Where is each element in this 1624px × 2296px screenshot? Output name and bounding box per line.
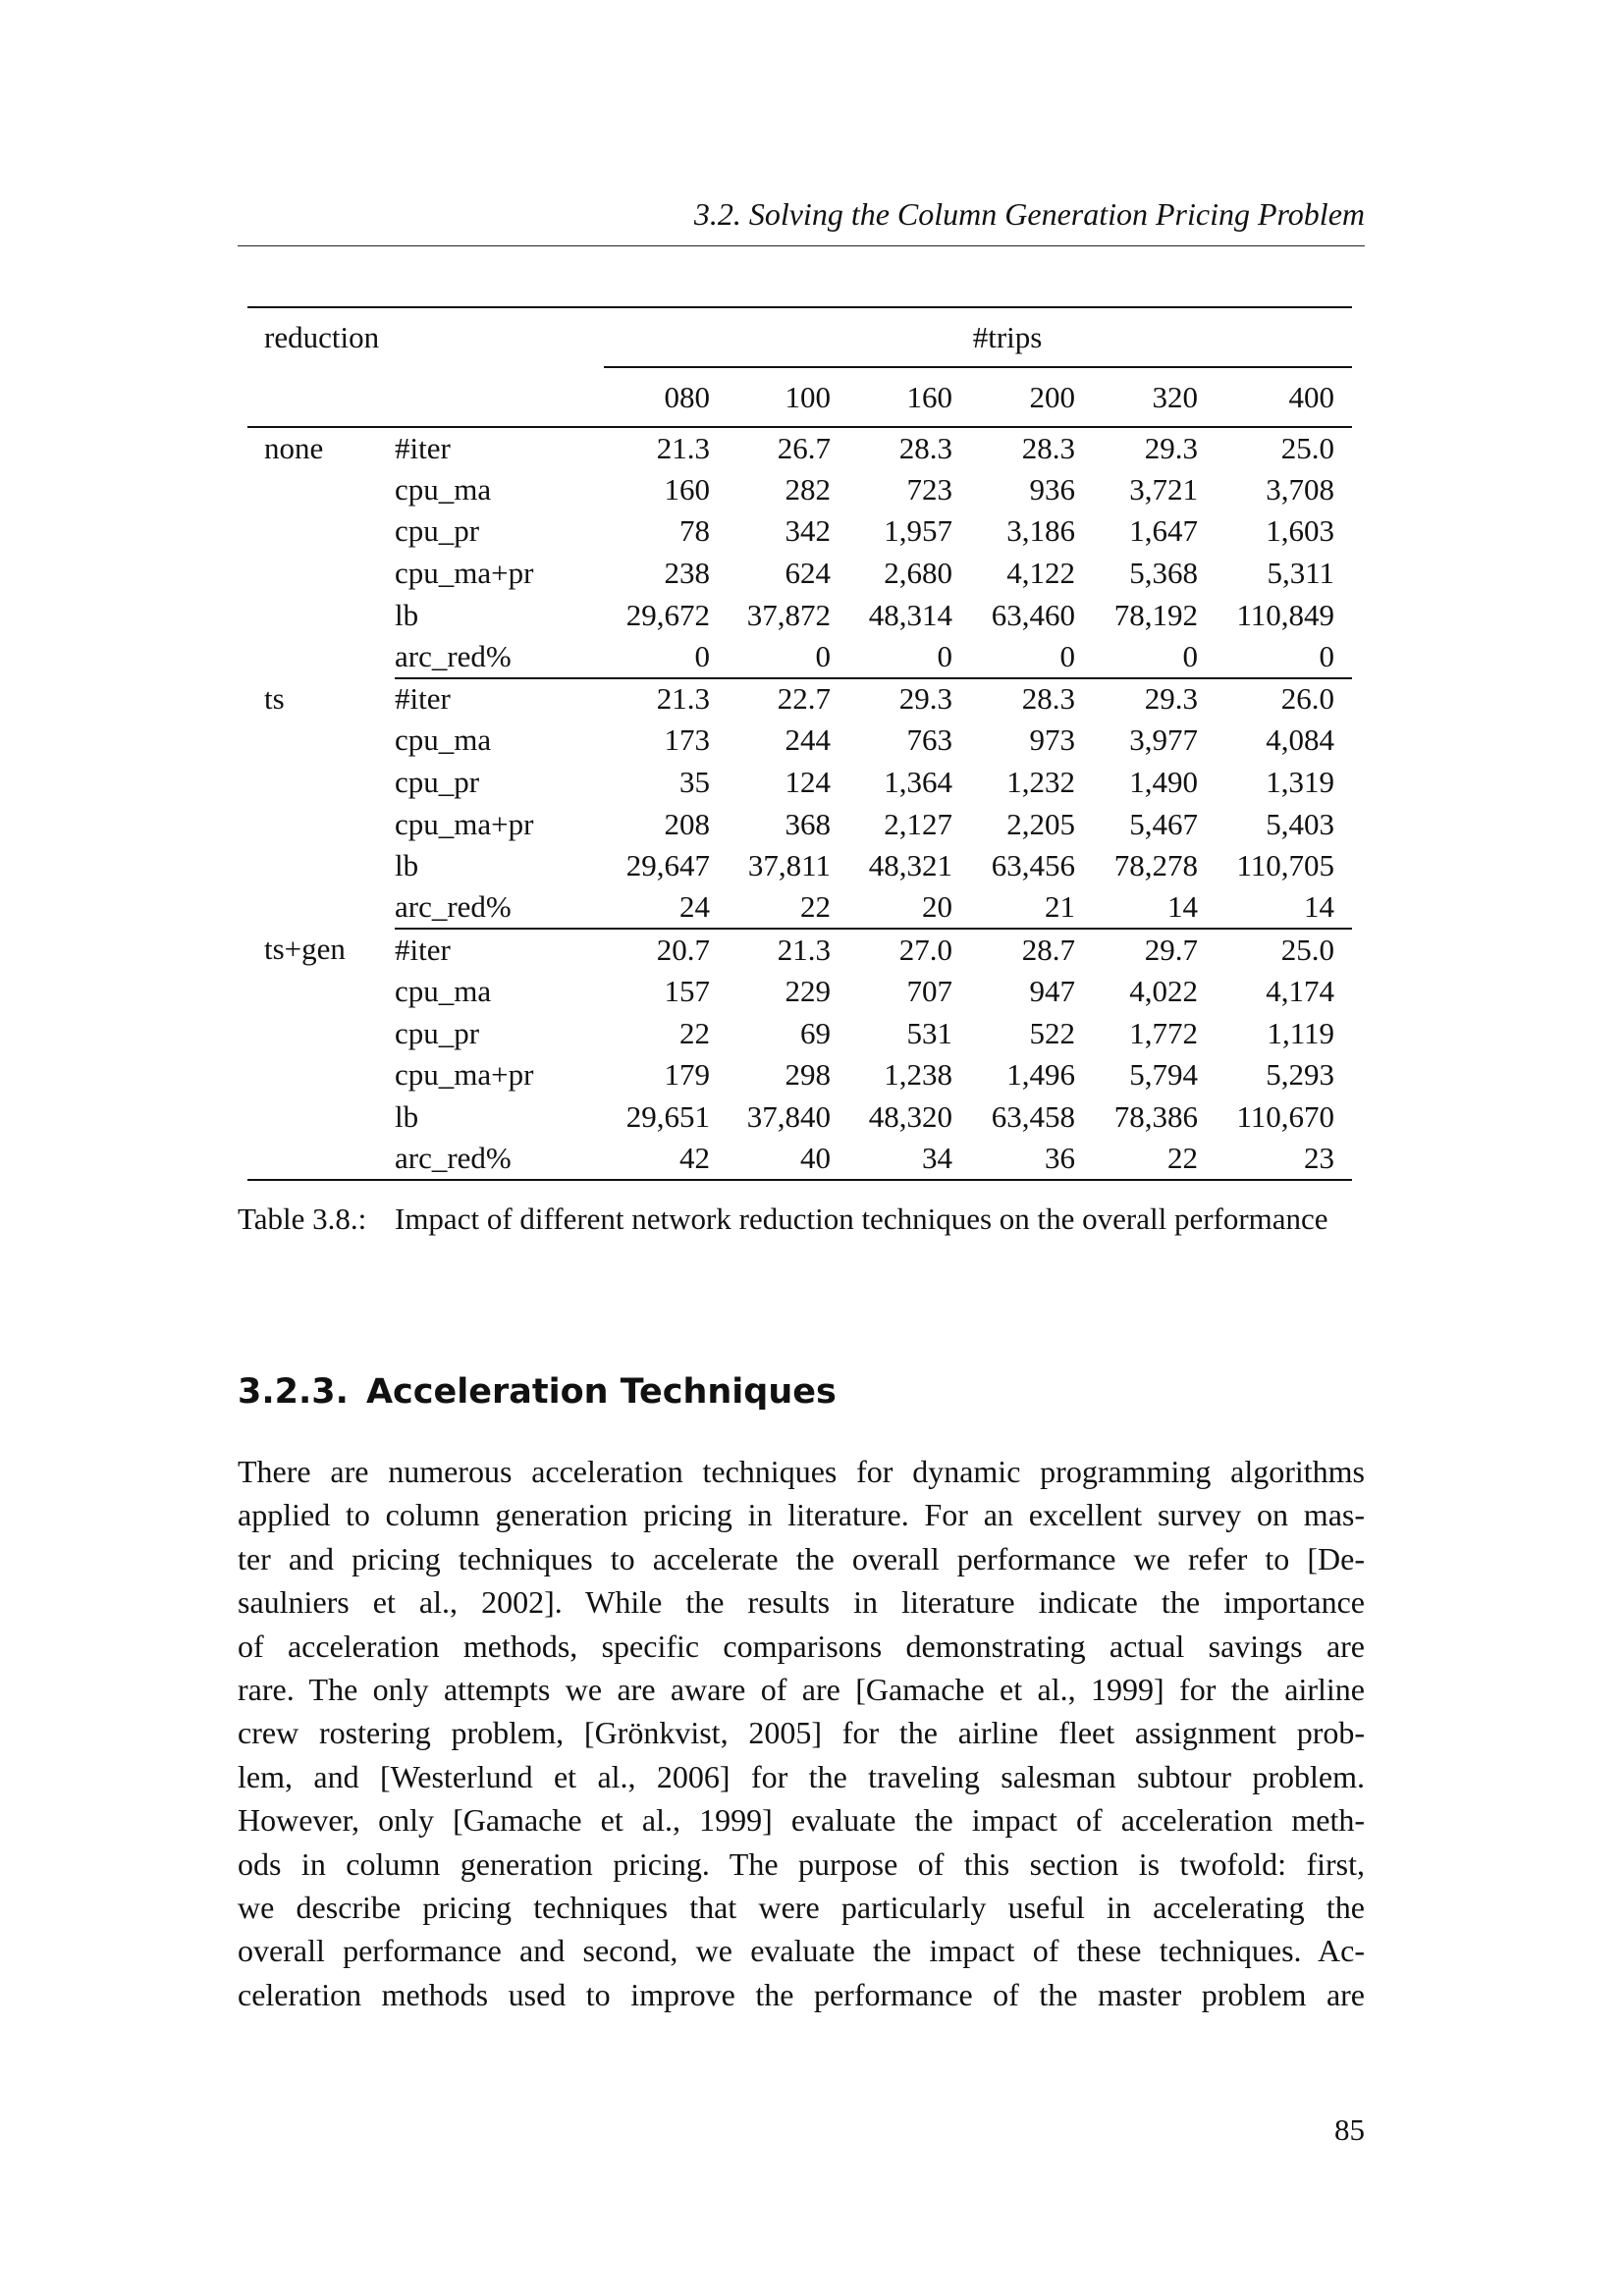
section-title: Acceleration Techniques (365, 1372, 837, 1412)
table-cell: 24 (679, 889, 711, 925)
body-line: crew rostering problem, [Grönkvist, 2005] for the airline fleet assignment prob- (238, 1715, 1365, 1751)
metric-label: cpu_pr (395, 513, 480, 549)
table-cell: 42 (604, 1138, 728, 1180)
table-cell: 723 (906, 471, 953, 507)
table-row (247, 1054, 1352, 1096)
table-cell: 0 (1319, 638, 1335, 673)
table-cell: 1,319 (1266, 765, 1335, 800)
table-row (247, 971, 1352, 1013)
metric-label: arc_red% (395, 638, 512, 673)
table-row (247, 1138, 1352, 1180)
body-line: applied to column generation pricing in literature. For an excellent survey on mas- (238, 1497, 1365, 1533)
metric-label: cpu_ma+pr (395, 806, 534, 841)
caption-label: Table 3.8.: (238, 1201, 367, 1236)
table-cell: 5,293 (1266, 1057, 1335, 1093)
table-cell: 37,811 (747, 848, 832, 883)
table-cell: 4,174 (1266, 974, 1335, 1009)
metric-label: cpu_pr (395, 765, 480, 800)
group-label (247, 594, 395, 636)
table-cell: 48,321 (868, 848, 953, 883)
running-head: 3.2. Solving the Column Generation Pricing Problem (693, 196, 1365, 232)
table-cell: 28.3 (970, 678, 1093, 721)
table-cell: 110,705 (1236, 848, 1335, 883)
table-cell: 1,772 (1129, 1015, 1199, 1050)
table-cell: 63,458 (991, 1098, 1076, 1134)
table-cell: 936 (1029, 471, 1076, 507)
body-paragraph (238, 1450, 1365, 2016)
body-line: of acceleration methods, specific comparisons demonstrating actual savings are (238, 1628, 1365, 1664)
table-cell: 1,119 (1267, 1015, 1335, 1050)
table-cell: 2,205 (1006, 806, 1076, 841)
table-cell: 2,680 (884, 556, 953, 591)
metric-label: cpu_ma+pr (395, 556, 534, 591)
table-cell: 208 (664, 806, 711, 841)
table-cell: 947 (1029, 974, 1076, 1009)
header-row-trips (247, 307, 1352, 367)
table-cell: 20 (922, 889, 953, 925)
table-cell: 29.3 (1093, 427, 1216, 469)
table-cell: 5,368 (1129, 556, 1199, 591)
table-row (247, 803, 1352, 845)
table-cell: 973 (1029, 722, 1076, 758)
table-cell: 28.7 (970, 929, 1093, 971)
table-cell: 244 (785, 722, 832, 758)
table-cell: 282 (785, 471, 832, 507)
table-cell: 124 (785, 765, 832, 800)
body-line: ter and pricing techniques to accelerate the overall performance we refer to [De- (238, 1540, 1365, 1576)
table-cell: 110,849 (1236, 597, 1335, 632)
metric-label: #iter (395, 929, 604, 971)
body-line: However, only [Gamache et al., 1999] evaluate the impact of acceleration meth- (238, 1802, 1365, 1839)
header-row-columns (247, 367, 1352, 427)
table-cell: 28.3 (970, 427, 1093, 469)
table-cell: 29.3 (1093, 678, 1216, 721)
group-label (247, 803, 395, 845)
table-cell: 29.3 (848, 678, 970, 721)
table-cell: 1,238 (884, 1057, 953, 1093)
body-line: lem, and [Westerlund et al., 2006] for the traveling salesman subtour problem. (238, 1758, 1365, 1794)
table-row (247, 1096, 1352, 1139)
table-cell: 22 (1093, 1138, 1216, 1180)
table-cell: 1,603 (1266, 513, 1335, 549)
group-label (247, 1012, 395, 1054)
group-label (247, 553, 395, 595)
metric-label: cpu_ma (395, 471, 492, 507)
table-cell: 110,670 (1236, 1098, 1335, 1134)
table-cell: 34 (848, 1138, 970, 1180)
body-line: overall performance and second, we evaluate the impact of these techniques. Ac- (238, 1933, 1365, 1969)
table-cell: 21 (1045, 889, 1076, 925)
table-cell: 1,232 (1006, 765, 1076, 800)
column-header: 200 (970, 367, 1093, 427)
table-cell: 624 (785, 556, 832, 591)
table-cell: 37,872 (746, 597, 832, 632)
caption-text: Impact of different network reduction techniques on the overall performance (395, 1201, 1328, 1236)
body-line: saulniers et al., 2002]. While the results in literature indicate the importance (238, 1584, 1365, 1621)
table-row (247, 887, 1352, 930)
table-cell: 26.0 (1216, 678, 1352, 721)
table-cell: 78,386 (1113, 1098, 1199, 1134)
table-cell: 173 (664, 722, 711, 758)
body-line: There are numerous acceleration techniques for dynamic programming algorithms (238, 1454, 1365, 1489)
table-cell: 21.3 (728, 929, 848, 971)
table-cell: 48,314 (868, 597, 953, 632)
group-label (247, 971, 395, 1013)
table-cell: 29,651 (625, 1098, 711, 1134)
metric-label: #iter (395, 427, 604, 469)
header-trips: #trips (604, 307, 1352, 367)
table-row (247, 1012, 1352, 1054)
table-cell: 78,278 (1113, 848, 1199, 883)
table-cell: 28.3 (848, 427, 970, 469)
table-cell: 522 (1029, 1015, 1076, 1050)
section-heading (238, 1372, 837, 1412)
table-cell: 22.7 (728, 678, 848, 721)
table-cell: 63,456 (991, 848, 1076, 883)
table-cell: 0 (1182, 638, 1199, 673)
table-cell: 27.0 (848, 929, 970, 971)
table-cell: 78 (679, 513, 711, 549)
table-cell: 5,311 (1267, 556, 1335, 591)
table-cell: 3,977 (1129, 722, 1199, 758)
table-cell: 157 (664, 974, 711, 1009)
table-cell: 531 (906, 1015, 953, 1050)
group-label (247, 510, 395, 553)
column-header: 100 (728, 367, 848, 427)
table-cell: 22 (800, 889, 832, 925)
header-rule (238, 245, 1365, 246)
table-cell: 14 (1304, 889, 1335, 925)
group-label (247, 1054, 395, 1096)
table-cell: 21.3 (604, 678, 728, 721)
table-cell: 29.7 (1093, 929, 1216, 971)
table-cell: 298 (785, 1057, 832, 1093)
table-cell: 160 (664, 471, 711, 507)
table-cell: 14 (1167, 889, 1199, 925)
table-body (247, 427, 1352, 1180)
table-cell: 342 (785, 513, 832, 549)
metric-label: #iter (395, 678, 604, 721)
table-cell: 1,364 (884, 765, 953, 800)
column-header: 080 (604, 367, 728, 427)
table-row (247, 469, 1352, 511)
table-cell: 179 (664, 1057, 711, 1093)
table-row (247, 845, 1352, 887)
table-row (247, 594, 1352, 636)
table-cell: 26.7 (728, 427, 848, 469)
metric-label: lb (395, 1098, 419, 1134)
table-cell: 69 (800, 1015, 832, 1050)
table-cell: 1,647 (1129, 513, 1199, 549)
header-reduction: reduction (247, 307, 604, 367)
table-cell: 707 (906, 974, 953, 1009)
group-label (247, 887, 395, 930)
table-cell: 37,840 (746, 1098, 832, 1134)
table-cell: 22 (679, 1015, 711, 1050)
group-label: ts+gen (264, 932, 346, 967)
table-row (247, 929, 1352, 971)
metric-label: lb (395, 848, 419, 883)
table-cell: 229 (785, 974, 832, 1009)
table-caption (238, 1200, 1365, 1239)
table-row (247, 427, 1352, 469)
metric-label: cpu_ma+pr (395, 1057, 534, 1093)
group-label (247, 762, 395, 804)
table-cell: 5,467 (1129, 806, 1199, 841)
column-header: 160 (848, 367, 970, 427)
table-row (247, 762, 1352, 804)
table-cell: 0 (1059, 638, 1076, 673)
table-cell: 5,794 (1129, 1057, 1199, 1093)
table-cell: 29,647 (625, 848, 711, 883)
results-table (247, 306, 1352, 1181)
group-label (247, 1138, 395, 1180)
table-cell: 63,460 (991, 597, 1076, 632)
group-label: ts (264, 680, 285, 716)
table-cell: 40 (728, 1138, 848, 1180)
table-cell: 21.3 (604, 427, 728, 469)
group-label (247, 720, 395, 762)
table-cell: 0 (694, 638, 711, 673)
body-line: we describe pricing techniques that were particularly useful in accelerating the (238, 1889, 1365, 1925)
table-cell: 2,127 (884, 806, 953, 841)
group-label (247, 636, 395, 678)
table-cell: 0 (815, 638, 832, 673)
table-cell: 48,320 (868, 1098, 953, 1134)
body-line: ods in column generation pricing. The purpose of this section is twofold: first, (238, 1845, 1365, 1882)
table-row (247, 510, 1352, 553)
table-row (247, 720, 1352, 762)
metric-label: cpu_pr (395, 1015, 480, 1050)
table-cell: 36 (970, 1138, 1093, 1180)
column-header: 320 (1093, 367, 1216, 427)
group-label (247, 1096, 395, 1139)
metric-label: arc_red% (395, 889, 512, 925)
table-cell: 3,721 (1129, 471, 1199, 507)
table-cell: 29,672 (625, 597, 711, 632)
table-cell: 20.7 (604, 929, 728, 971)
table-cell: 1,957 (884, 513, 953, 549)
table-cell: 5,403 (1266, 806, 1335, 841)
table-cell: 1,490 (1129, 765, 1199, 800)
table-header (247, 307, 1352, 427)
page-number: 85 (1334, 2112, 1365, 2147)
table-cell: 78,192 (1113, 597, 1199, 632)
section-number: 3.2.3. (238, 1372, 349, 1412)
table-cell: 3,708 (1266, 471, 1335, 507)
table-cell: 0 (937, 638, 953, 673)
table-cell: 763 (906, 722, 953, 758)
table-row (247, 553, 1352, 595)
table-cell: 4,084 (1266, 722, 1335, 758)
body-line: rare. The only attempts we are aware of are [Gamache et al., 1999] for the airline (238, 1671, 1365, 1707)
table-cell: 1,496 (1006, 1057, 1076, 1093)
group-label: none (247, 427, 395, 469)
metric-label: cpu_ma (395, 722, 492, 758)
table-cell: 25.0 (1216, 929, 1352, 971)
column-header: 400 (1216, 367, 1352, 427)
metric-label: cpu_ma (395, 974, 492, 1009)
table-cell: 25.0 (1216, 427, 1352, 469)
table-row (247, 636, 1352, 678)
table-cell: 23 (1216, 1138, 1352, 1180)
group-label (247, 469, 395, 511)
body-line: celeration methods used to improve the performance of the master problem are (238, 1976, 1365, 2012)
table-cell: 4,022 (1129, 974, 1199, 1009)
table-cell: 35 (679, 765, 711, 800)
table-cell: 4,122 (1006, 556, 1076, 591)
metric-label: lb (395, 597, 419, 632)
group-label (247, 845, 395, 887)
table-cell: 368 (785, 806, 832, 841)
table-cell: 238 (664, 556, 711, 591)
metric-label: arc_red% (395, 1138, 604, 1180)
table-row (247, 678, 1352, 721)
table-cell: 3,186 (1006, 513, 1076, 549)
